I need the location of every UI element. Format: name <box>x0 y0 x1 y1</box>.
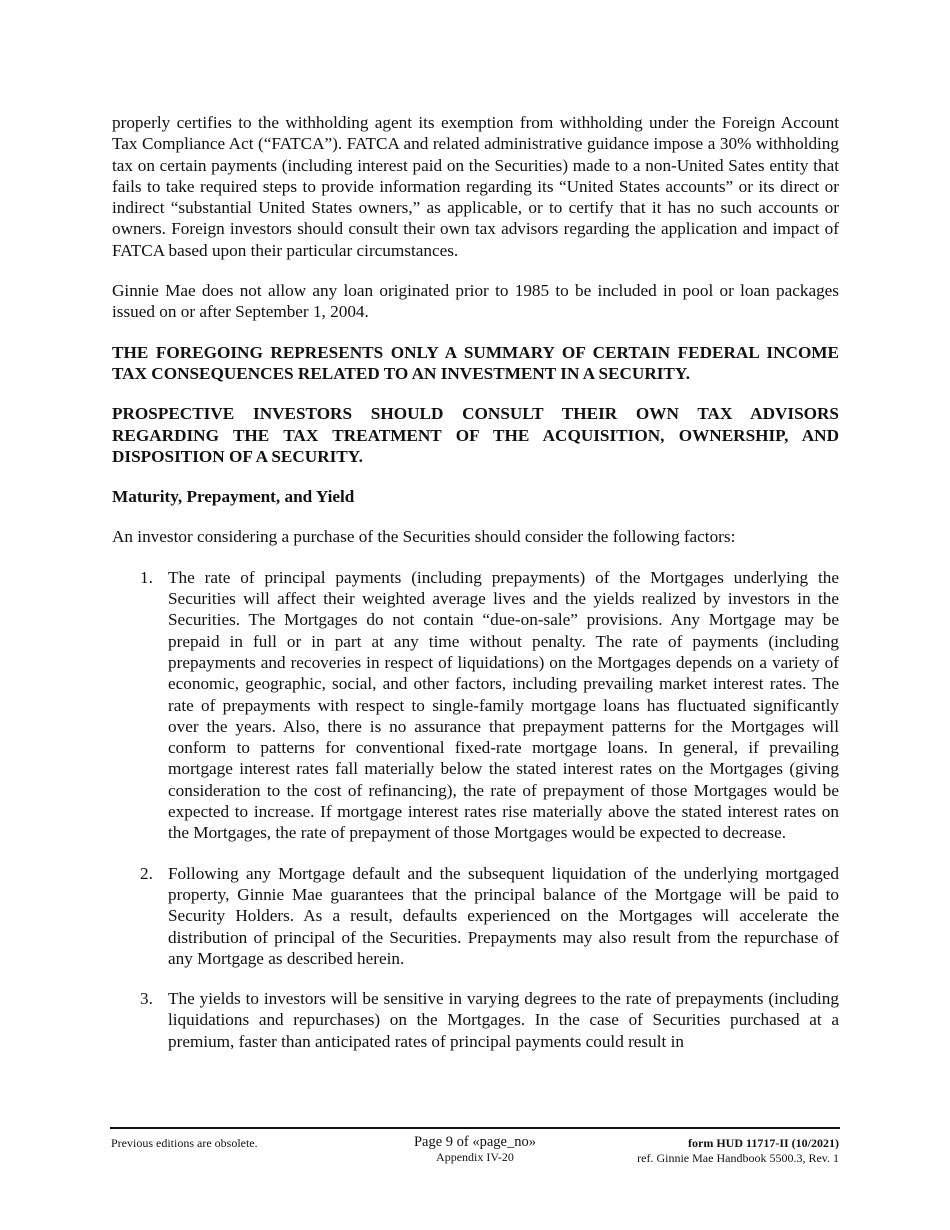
page-footer <box>110 1127 840 1165</box>
list-item-text: The rate of principal payments (including prepayments) of the Mortgages underlying the Securities will affect their weighted average lives and the yields realized by investors in the Securities. The Mortgages do not contain “due-on-sale” provisions. Any Mortgage may be prepaid in full or in part at any time without penalty. The rate of payments (including prepayments and recoveries in respect of liquidations) on the Mortgages depends on a variety of economic, geographic, social, and other factors, including prevailing market interest rates. The rate of prepayments with respect to single-family mortgage loans has fluctuated significantly over the years. Also, there is no assurance that prepayment patterns for the Mortgages will conform to patterns for conventional fixed-rate mortgage loans. In general, if prevailing mortgage interest rates fall materially below the stated interest rates on the Mortgages (giving consideration to the cost of refinancing), the rate of prepayment of those Mortgages would be expected to increase. If mortgage interest rates rise materially above the stated interest rates on the Mortgages, the rate of prepayment of those Mortgages would be expected to decrease. <box>168 567 839 843</box>
form-number: form HUD 11717-II (10/2021) <box>688 1136 839 1150</box>
list-item-text: Following any Mortgage default and the subsequent liquidation of the underlying mortgaged property, Ginnie Mae guarantees that the principal balance of the Mortgage will be paid to Security Holders. As a result, defaults experienced on the Mortgages will accelerate the distribution of principal of the Securities. Prepayments may also result from the repurchase of any Mortgage as described herein. <box>168 863 839 968</box>
document-body <box>112 112 839 1071</box>
page-number: Page 9 of «page_no» <box>413 1134 536 1150</box>
handbook-reference: ref. Ginnie Mae Handbook 5500.3, Rev. 1 <box>637 1151 839 1165</box>
list-item-number: 3. <box>140 989 153 1009</box>
list-item <box>140 988 839 1052</box>
section-heading: Maturity, Prepayment, and Yield <box>112 487 355 507</box>
obsolete-notice: Previous editions are obsolete. <box>111 1136 258 1150</box>
list-item-number: 2. <box>140 863 153 883</box>
list-item <box>140 567 839 844</box>
fatca-paragraph: properly certifies to the withholding agent its exemption from withholding under the Foreign Account Tax Compliance Act (“FATCA”). FATCA and related administrative guidance impose a 30% withholding tax on certain payments (including interest paid on the Securities) made to a non-United Sates entity that fails to take required steps to provide information regarding its “United States accounts” or its direct or indirect “substantial United States owners,” as applicable, or to certify that it has no such accounts or owners. Foreign investors should consult their own tax advisors regarding the application and impact of FATCA based upon their particular circumstances. <box>112 113 839 260</box>
tax-advisor-notice: PROSPECTIVE INVESTORS SHOULD CONSULT THEIR OWN TAX ADVISORS REGARDING THE TAX TREATMENT OF THE ACQUISITION, OWNERSHIP, AND DISPOSITION OF A SECURITY. <box>112 404 839 466</box>
list-item-number: 1. <box>140 567 153 587</box>
list-item <box>140 863 839 969</box>
loan-origination-paragraph: Ginnie Mae does not allow any loan originated prior to 1985 to be included in pool or loan packages issued on or after September 1, 2004. <box>112 281 839 322</box>
appendix-label: Appendix IV-20 <box>436 1150 514 1164</box>
form-reference-block <box>637 1136 839 1166</box>
summary-notice: THE FOREGOING REPRESENTS ONLY A SUMMARY OF CERTAIN FEDERAL INCOME TAX CONSEQUENCES RELATED TO AN INVESTMENT IN A SECURITY. <box>112 342 839 383</box>
list-item-text: The yields to investors will be sensitive in varying degrees to the rate of prepayments (including liquidations and repurchases) on the Mortgages. In the case of Securities purchased at a premium, faster than anticipated rates of principal payments could result in <box>168 989 839 1051</box>
factors-intro: An investor considering a purchase of the Securities should consider the following factors: <box>112 527 736 547</box>
factors-list <box>112 567 839 1052</box>
